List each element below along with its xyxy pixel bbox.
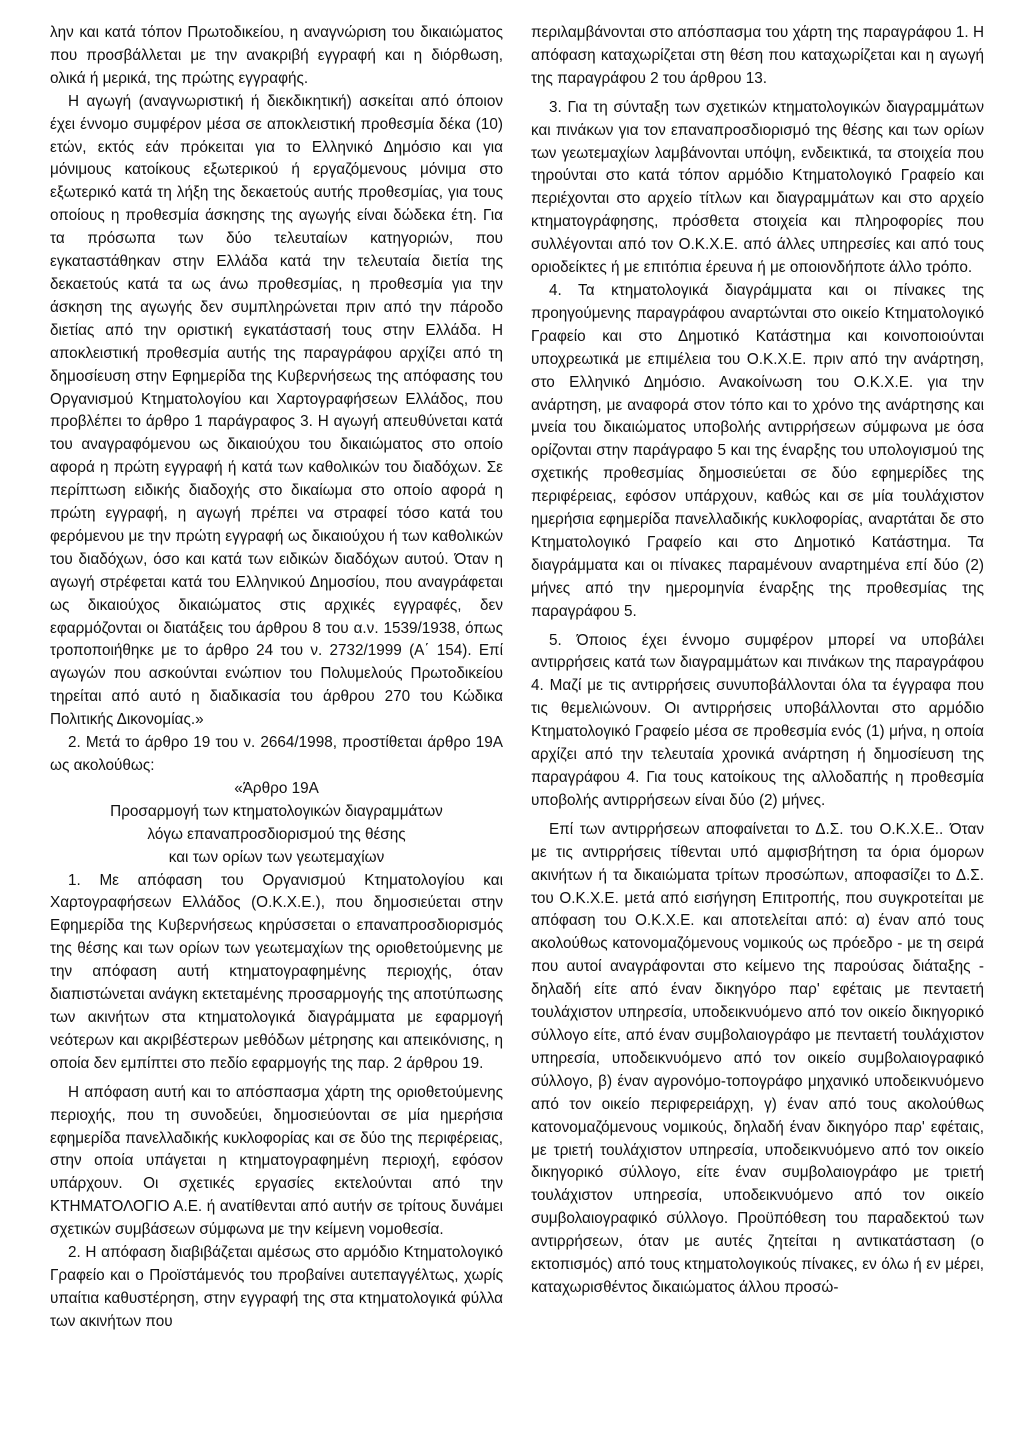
article-heading — [50, 778, 503, 870]
paragraph: 1. Με απόφαση του Οργανισμού Κτηματολογίου και Χαρτογραφήσεων Ελλάδος (Ο.Κ.Χ.Ε.), που δημοσιεύεται στην Εφημερίδα της Κυβερνήσεως κηρύσσεται ο επαναπροσδιορισμός της θέσης και των ορίων των γεωτεμαχίων της οριοθετούμενης με την απόφαση αυτή κτηματογραφημένης περιοχής, όταν διαπιστώνεται ανάγκη εκτεταμένης προσαρμογής της αποτύπωσης των ακινήτων στα κτηματολογικά διαγράμματα με εφαρμογή νεότερων και ακριβέστερων μεθόδων μέτρησης και απεικόνισης, η οποία δεν εμπίπτει στο πεδίο εφαρμογής της παρ. 2 άρθρου 19. — [50, 871, 504, 1072]
paragraph: Η αγωγή (αναγνωριστική ή διεκδικητική) ασκείται από όποιον έχει έννομο συμφέρον μέσα σε αποκλειστική προθεσμία δέκα (10) ετών, εκτός εάν πρόκειται για το Ελληνικό Δημόσιο και για μόνιμους κατοίκους εξωτερικού ή εργαζόμενους μόνιμα στο εξωτερικό κατά τη λήξη της δεκαετούς αυτής προθεσμίας, για τους οποίους η προθεσμία άσκησης της αγωγής είναι δώδεκα έτη. Για τα πρόσωπα των δύο τελευταίων κατηγοριών, που εγκαταστάθηκαν στην Ελλάδα κατά την τελευταία διετία της δεκαετούς κατά τα ως άνω προθεσμίας, η προθεσμία για την άσκηση της αγωγής δεν συμπληρώνεται πριν από την πάροδο διετίας από την οριστική εγκατάστασή τους στην Ελλάδα. Η αποκλειστική προθεσμία αυτής της παραγράφου αρχίζει από τη δημοσίευση στην Εφημερίδα της Κυβερνήσεως της απόφασης του Οργανισμού Κτηματολογίου και Χαρτογραφήσεων Ελλάδος, που προβλέπει το άρθρο 1 παράγραφος 3. Η αγωγή απευθύνεται κατά του αναγραφόμενου ως δικαιούχου του δικαιώματος στο οποίο αφορά η πρώτη εγγραφή ή κατά των καθολικών του διαδόχων. Σε περίπτωση ειδικής διαδοχής στο δικαίωμα στο οποίο αφορά η πρώτη εγγραφή, η αγωγή πρέπει να στραφεί τόσο κατά του φερόμενου με την πρώτη εγγραφή ως δικαιούχου ή των καθολικών του διαδόχων, όσο και κατά των ειδικών διαδόχων αυτού. Όταν η αγωγή στρέφεται κατά του Ελληνικού Δημοσίου, που αναγράφεται ως δικαιούχος δικαιώματος στις αρχικές εγγραφές, δεν εφαρμόζονται οι διατάξεις του άρθρου 8 του α.ν. 1539/1938, όπως τροποποιήθηκε με το άρθρο 24 του ν. 2732/1999 (Α΄ 154). Επί αγωγών που ασκούνται ενώπιον του Πολυμελούς Πρωτοδικείου τηρείται από αυτό η διαδικασία του άρθρου 270 του Κώδικα Πολιτικής Δικονομίας.» — [50, 92, 503, 729]
left-column — [50, 22, 503, 1415]
paragraph: 3. Για τη σύνταξη των σχετικών κτηματολογικών διαγραμμάτων και πινάκων για τον επαναπροσδιορισμό της θέσης και των ορίων των γεωτεμαχίων λαμβάνονται υπόψη, ενδεικτικά, τα στοιχεία που τηρούνται στο κατά τόπον αρμόδιο Κτηματολογικό Γραφείο και περιέχονται στο αρχείο τίτλων και διαγραμμάτων και στο αρχείο κτηματογράφησης, πρόσθετα στοιχεία και πληροφορίες που συλλέγονται από τον Ο.Κ.Χ.Ε. από άλλες υπηρεσίες και από τους οριοδείκτες ή με επιτόπια έρευνα ή με οποιονδήποτε άλλο τρόπο. — [531, 98, 984, 277]
paragraph: 2. Η απόφαση διαβιβάζεται αμέσως στο αρμόδιο Κτηματολογικό Γραφείο και ο Προϊστάμενός του προβαίνει αυτεπαγγέλτως, χωρίς υπαίτια καθυστέρηση, στην εγγραφή της στα κτηματολογικά φύλλα των ακινήτων που — [50, 1244, 503, 1330]
article-title-line: και των ορίων των γεωτεμαχίων — [168, 848, 385, 866]
article-title-line: Προσαρμογή των κτηματολογικών διαγραμμάτων — [110, 802, 443, 820]
article-number: «Άρθρο 19Α — [234, 779, 319, 797]
paragraph: περιλαμβάνονται στο απόσπασμα του χάρτη της παραγράφου 1. Η απόφαση καταχωρίζεται στη θέση που καταχωρίζεται και η αγωγή της παραγράφου 2 του άρθρου 13. — [531, 24, 984, 87]
paragraph: 4. Τα κτηματολογικά διαγράμματα και οι πίνακες της προηγούμενης παραγράφου αναρτώνται στο οικείο Κτηματολογικό Γραφείο και στο Δημοτικό Κατάστημα και κοινοποιούνται υποχρεωτικά με επιμέλεια του Ο.Κ.Χ.Ε. πριν από την ανάρτηση, στο Ελληνικό Δημόσιο. Ανακοίνωση του Ο.Κ.Χ.Ε. για την ανάρτηση, με αναφορά στον τόπο και το χρόνο της ανάρτησης και μνεία του δικαιώματος υποβολής αντιρρήσεων σύμφωνα με όσα ορίζονται στην παράγραφο 5 και της έναρξης του υπολογισμού της σχετικής προθεσμίας δημοσιεύεται σε δύο εφημερίδες της περιφέρειας, εφόσον υπάρχουν, καθώς και σε μία τουλάχιστον ημερήσια εφημερίδα πανελλαδικής κυκλοφορίας, αναρτάται δε στο Κτηματολογικό Γραφείο και στο Δημοτικό Κατάστημα. Τα διαγράμματα και οι πίνακες παραμένουν αναρτημένα επί δύο (2) μήνες από την ημερομηνία έναρξης της προθεσμίας της παραγράφου 5. — [531, 281, 984, 620]
right-column — [531, 22, 984, 1415]
paragraph: Η απόφαση αυτή και το απόσπασμα χάρτη της οριοθετούμενης περιοχής, που τη συνοδεύει, δημοσιεύονται σε μία ημερήσια εφημερίδα πανελλαδικής κυκλοφορίας και σε δύο της περιφέρειας, στην οποία υπάγεται η κτηματογραφημένη περιοχή, εφόσον υπάρχουν. Οι σχετικές εργασίες εκτελούνται από την ΚΤΗΜΑΤΟΛΟΓΙΟ Α.Ε. ή ανατίθενται από αυτήν σε τρίτους δυνάμει σχετικών συμβάσεων σύμφωνα με την κείμενη νομοθεσία. — [50, 1083, 503, 1239]
paragraph: 5. Όποιος έχει έννομο συμφέρον μπορεί να υποβάλει αντιρρήσεις κατά των διαγραμμάτων και πινάκων της παραγράφου 4. Μαζί με τις αντιρρήσεις συνυποβάλλονται όλα τα έγγραφα που τις θεμελιώνουν. Οι αντιρρήσεις υποβάλλονται στο αρμόδιο Κτηματολογικό Γραφείο μέσα σε προθεσμία ενός (1) μήνα, η οποία αρχίζει από την τελευταία χρονικά ανάρτηση ή δημοσίευση της παραγράφου 4. Για τους κατοίκους της αλλοδαπής η προθεσμία υποβολής αντιρρήσεων είναι δύο (2) μήνες. — [531, 631, 984, 809]
paragraph: λην και κατά τόπον Πρωτοδικείου, η αναγνώριση του δικαιώματος που προσβάλλεται με την ανακριβή εγγραφή και η διόρθωση, ολικά ή μερικά, της πρώτης εγγραφής. — [50, 24, 503, 87]
paragraph: 2. Μετά το άρθρο 19 του ν. 2664/1998, προστίθεται άρθρο 19Α ως ακολούθως: — [50, 734, 503, 774]
paragraph: Επί των αντιρρήσεων αποφαίνεται το Δ.Σ. του Ο.Κ.Χ.Ε.. Όταν με τις αντιρρήσεις τίθενται υπό αμφισβήτηση τα όρια όμορων ακινήτων ή τα δικαιώματα τρίτων προσώπων, αποφασίζει το Δ.Σ. του Ο.Κ.Χ.Ε. μετά από εισήγηση Επιτροπής, που συγκροτείται με απόφαση του Ο.Κ.Χ.Ε. και αποτελείται από: α) έναν από τους ακολούθως κατονομαζόμενους νομικούς ως πρόεδρο - με τη σειρά που αυτοί αναγράφονται στο κείμενο της παρούσας διάταξης - δηλαδή είτε από έναν δικηγόρο παρ' εφέταις με πενταετή τουλάχιστον υπηρεσία, υποδεικνυόμενο από τον οικείο δικηγορικό σύλλογο είτε, από έναν συμβολαιογράφο με πενταετή τουλάχιστον υπηρεσία, υποδεικνυόμενο από τον οικείο συμβολαιογραφικό σύλλογο, β) έναν αγρονόμο-τοπογράφο μηχανικό υποδεικνυόμενο από τον οικείο περιφερειάρχη, γ) έναν από τους ακολούθως κατονομαζόμενους νομικούς, δηλαδή έναν δικηγόρο παρ' εφέταις, με τριετή τουλάχιστον υπηρεσία, υποδεικνυόμενο από τον οικείο δικηγορικό σύλλογο, είτε έναν συμβολαιογράφο με τριετή τουλάχιστον υπηρεσία, υποδεικνυόμενο από τον οικείο συμβολαιογραφικό σύλλογο. Προϋπόθεση του παραδεκτού των αντιρρήσεων, όταν με αυτές ζητείται η αντικατάσταση (ο εκτοπισμός) από τους κτηματολογικούς πίνακες, εν όλω ή εν μέρει, καταχωρισθέντος δικαιώματος άλλου προσώ- — [531, 820, 984, 1296]
article-title-line: λόγω επαναπροσδιορισμού της θέσης — [147, 825, 406, 843]
